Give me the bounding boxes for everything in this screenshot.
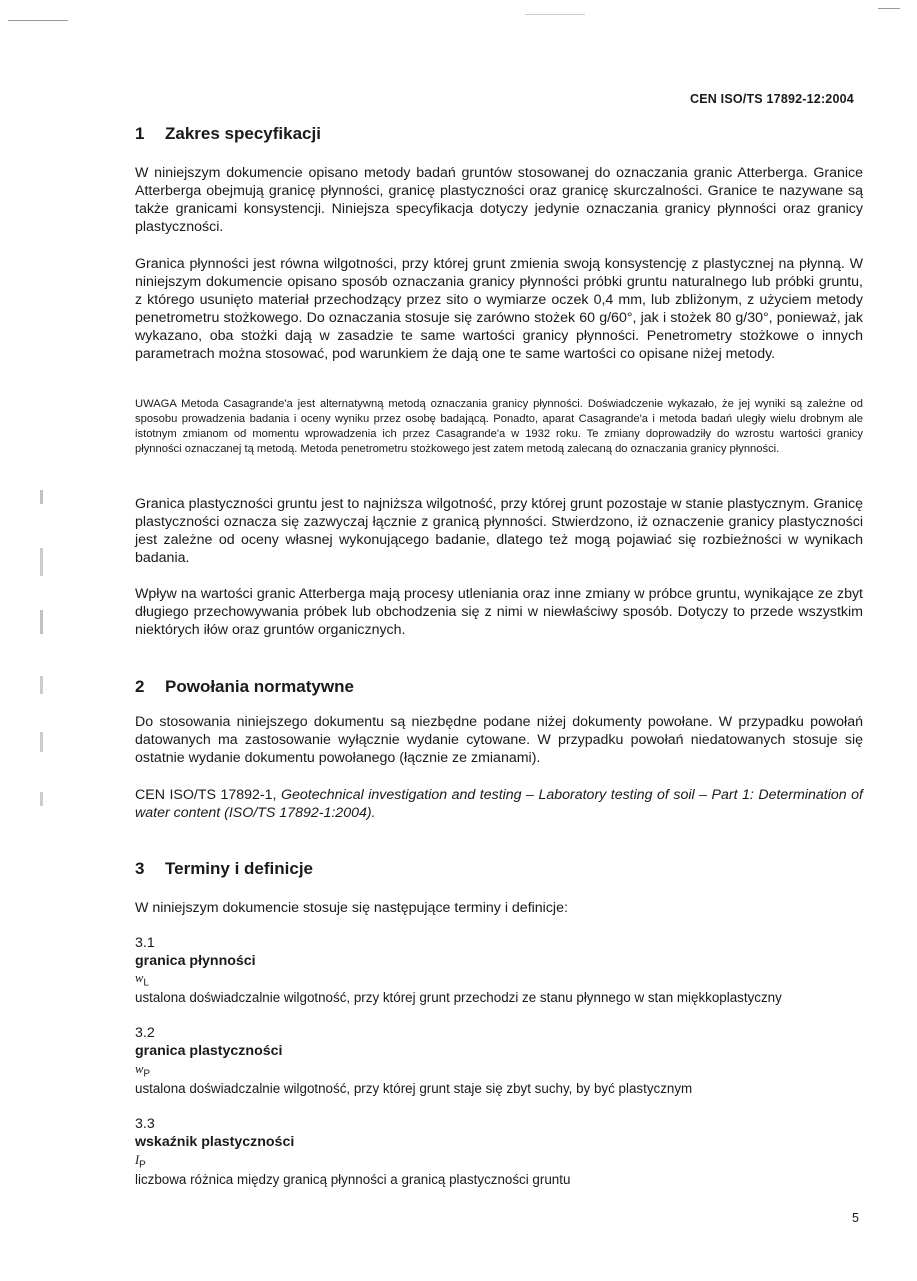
term-name: granica płynności	[135, 953, 256, 969]
scan-mark	[40, 490, 43, 504]
page-number: 5	[852, 1211, 859, 1225]
section-title: Zakres specyfikacji	[165, 124, 321, 143]
term-number: 3.1	[135, 935, 155, 951]
scan-mark	[525, 14, 585, 15]
scan-mark	[40, 792, 43, 806]
term-name: wskaźnik plastyczności	[135, 1134, 295, 1150]
section-title: Powołania normatywne	[165, 677, 354, 696]
term-symbol: $w_P$	[135, 1062, 151, 1080]
term-symbol: $I_P$	[135, 1153, 146, 1171]
section-number: 1	[135, 124, 145, 143]
paragraph: Granica plastyczności gruntu jest to najniższa wilgotność, przy której grunt pozostaje w stanie plastycznym. Granicę plastyczności oznacza się zazwyczaj łącznie z granicą płynności. Stwierdzono, iż oznaczenie granicy plastyczności jest zależne od oceny własnej wykonującego badanie, dlatego też mogą pojawiać się rozbieżności w wynikach badania.	[135, 496, 863, 566]
section-3-heading	[135, 859, 313, 879]
term-number: 3.2	[135, 1025, 155, 1041]
paragraph: Wpływ na wartości granic Atterberga mają procesy utleniania oraz inne zmiany w próbce gruntu, wynikające ze zbyt długiego przechowywania próbek lub obchodzenia się z nimi w niewłaściwy sposób. Dotyczy to przede wszystkim niektórych iłów oraz gruntów organicznych.	[135, 586, 863, 638]
section-title: Terminy i definicje	[165, 859, 314, 878]
reference-title: Geotechnical investigation and testing – Laboratory testing of soil – Part 1: Determination of water content (ISO/TS 17892-1:2004).	[135, 787, 863, 821]
term-definition: ustalona doświadczalnie wilgotność, przy której grunt przechodzi ze stanu płynnego w stan miękkoplastyczny	[135, 990, 782, 1005]
section-1-heading	[135, 124, 321, 144]
scan-mark	[8, 20, 68, 21]
section-number: 3	[135, 859, 145, 878]
term-definition: ustalona doświadczalnie wilgotność, przy której grunt staje się zbyt suchy, by być plastycznym	[135, 1081, 693, 1096]
term-number: 3.3	[135, 1116, 155, 1132]
paragraph: W niniejszym dokumencie stosuje się następujące terminy i definicje:	[135, 900, 568, 916]
scan-mark	[40, 610, 43, 634]
scan-mark	[40, 732, 43, 752]
reference-code: CEN ISO/TS 17892-1,	[135, 787, 277, 803]
section-2-heading	[135, 677, 354, 697]
paragraph: Do stosowania niniejszego dokumentu są niezbędne podane niżej dokumenty powołane. W przypadku powołań datowanych ma zastosowanie wyłącznie wydanie cytowane. W przypadku powołań niedatowanych stosuje się ostatnie wydanie dokumentu powołanego (łącznie ze zmianami).	[135, 714, 863, 766]
paragraph: W niniejszym dokumencie opisano metody badań gruntów stosowanej do oznaczania granic Atterberga. Granice Atterberga obejmują granicę płynności, granicę plastyczności oraz granicę skurczalności. Granice te nazywane są także granicami konsystencji. Niniejsza specyfikacja dotyczy jedynie oznaczania granicy płynności oraz granicy plastyczności.	[135, 165, 863, 235]
term-symbol: $w_L$	[135, 971, 149, 989]
scan-mark	[878, 8, 900, 9]
document-id: CEN ISO/TS 17892-12:2004	[690, 92, 854, 106]
scan-mark	[40, 548, 43, 576]
term-name: granica plastyczności	[135, 1043, 283, 1059]
section-number: 2	[135, 677, 145, 696]
normative-reference	[135, 786, 863, 822]
scan-mark	[40, 676, 43, 694]
note-paragraph: UWAGA Metoda Casagrande'a jest alternatywną metodą oznaczania granicy płynności. Doświadczenie wykazało, że jej wyniki są zależne od sposobu prowadzenia badania i oceny wyniku przez osobę badającą. Ponadto, aparat Casagrande'a i metoda badań uległy wielu drobnym ale istotnym zmianom od momentu wprowadzenia ich przez Casagrande'a w 1932 roku. Te zmiany doprowadziły do wzrostu wartości granicy płynności oznaczanej tą metodą. Metoda penetrometru stożkowego jest zatem metodą zalecaną do oznaczania granicy płynności.	[135, 398, 863, 455]
term-definition: liczbowa różnica między granicą płynności a granicą plastyczności gruntu	[135, 1172, 571, 1187]
paragraph: Granica płynności jest równa wilgotności, przy której grunt zmienia swoją konsystencję z plastycznej na płynną. W niniejszym dokumencie opisano sposób oznaczania granicy płynności próbki gruntu naturalnego lub próbki gruntu, z którego usunięto materiał przechodzący przez sito o wymiarze oczek 0,4 mm, lub zbliżonym, z użyciem metody penetrometru stożkowego. Do oznaczania stosuje się zarówno stożek 60 g/60°, jak i stożek 80 g/30°, ponieważ, jak wykazano, oba stożki dają w zasadzie te same wartości granicy płynności. Penetrometry stożkowe o innych parametrach można stosować, pod warunkiem że dają one te same wartości co opisane niżej metody.	[135, 256, 863, 362]
